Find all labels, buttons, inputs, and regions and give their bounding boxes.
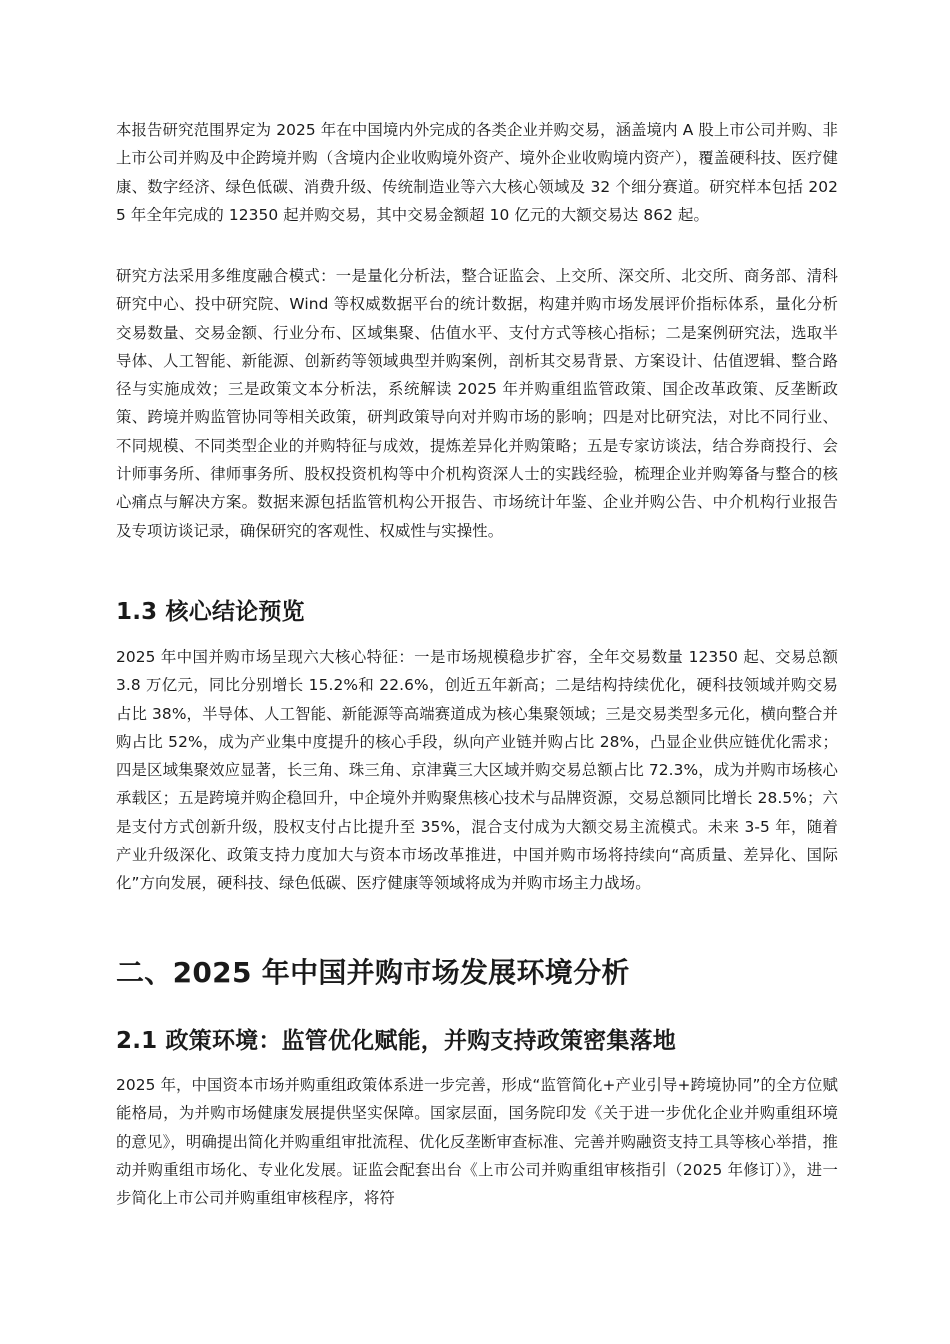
paragraph-policy-environment: 2025 年，中国资本市场并购重组政策体系进一步完善，形成“监管简化+产业引导+跨境协同”的全方位赋能格局，为并购市场健康发展提供坚实保障。国家层面，国务院印发《关于进一步优化企业并购重组环境的意见》，明确提出简化并购重组审批流程、优化反垄断审查标准、完善并购融资支持工具等核心举措，推动并购重组市场化、专业化发展。证监会配套出台《上市公司并购重组审核指引（2025 年修订）》，进一步简化上市公司并购重组审核程序，将符	[116, 1076, 838, 1208]
paragraph-research-method: 研究方法采用多维度融合模式：一是量化分析法，整合证监会、上交所、深交所、北交所、商务部、清科研究中心、投中研究院、Wind 等权威数据平台的统计数据，构建并购市场发展评价指标体系，量化分析交易数量、交易金额、行业分布、区域集聚、估值水平、支付方式等核心指标；二是案例研究法，选取半导体、人工智能、新能源、创新药等领域典型并购案例，剖析其交易背景、方案设计、估值逻辑、整合路径与实施成效；三是政策文本分析法，系统解读 2025 年并购重组监管政策、国企改革政策、反垄断政策、跨境并购监管协同等相关政策，研判政策导向对并购市场的影响；四是对比研究法，对比不同行业、不同规模、不同类型企业的并购特征与成效，提炼差异化并购策略；五是专家访谈法，结合券商投行、会计师事务所、律师事务所、股权投资机构等中介机构资深人士的实践经验，梳理企业并购筹备与整合的核心痛点与解决方案。数据来源包括监管机构公开报告、市场统计年鉴、企业并购公告、中介机构行业报告及专项访谈记录，确保研究的客观性、权威性与实操性。	[116, 267, 838, 540]
paragraph-research-scope: 本报告研究范围界定为 2025 年在中国境内外完成的各类企业并购交易，涵盖境内 A 股上市公司并购、非上市公司并购及中企跨境并购（含境内企业收购境外资产、境外企业收购境内资产），覆盖硬科技、医疗健康、数字经济、绿色低碳、消费升级、传统制造业等六大核心领域及 32 个细分赛道。研究样本包括 2025 年全年完成的 12350 起并购交易，其中交易金额超 10 亿元的大额交易达 862 起。	[116, 121, 838, 224]
heading-section-1-3: 1.3 核心结论预览	[116, 599, 305, 625]
heading-chapter-2: 二、2025 年中国并购市场发展环境分析	[116, 956, 630, 989]
heading-section-2-1: 2.1 政策环境：监管优化赋能，并购支持政策密集落地	[116, 1028, 676, 1054]
paragraph-core-conclusion: 2025 年中国并购市场呈现六大核心特征：一是市场规模稳步扩容，全年交易数量 12350 起、交易总额 3.8 万亿元，同比分别增长 15.2%和 22.6%，创近五年新高；二是结构持续优化，硬科技领域并购交易占比 38%，半导体、人工智能、新能源等高端赛道成为核心集聚领域；三是交易类型多元化，横向整合并购占比 52%，成为产业集中度提升的核心手段，纵向产业链并购占比 28%，凸显企业供应链优化需求；四是区域集聚效应显著，长三角、珠三角、京津冀三大区域并购交易总额占比 72.3%，成为并购市场核心承载区；五是跨境并购企稳回升，中企境外并购聚焦核心技术与品牌资源，交易总额同比增长 28.5%；六是支付方式创新升级，股权支付占比提升至 35%，混合支付成为大额交易主流模式。未来 3-5 年，随着产业升级深化、政策支持力度加大与资本市场改革推进，中国并购市场将持续向“高质量、差异化、国际化”方向发展，硬科技、绿色低碳、医疗健康等领域将成为并购市场主力战场。	[116, 648, 838, 893]
